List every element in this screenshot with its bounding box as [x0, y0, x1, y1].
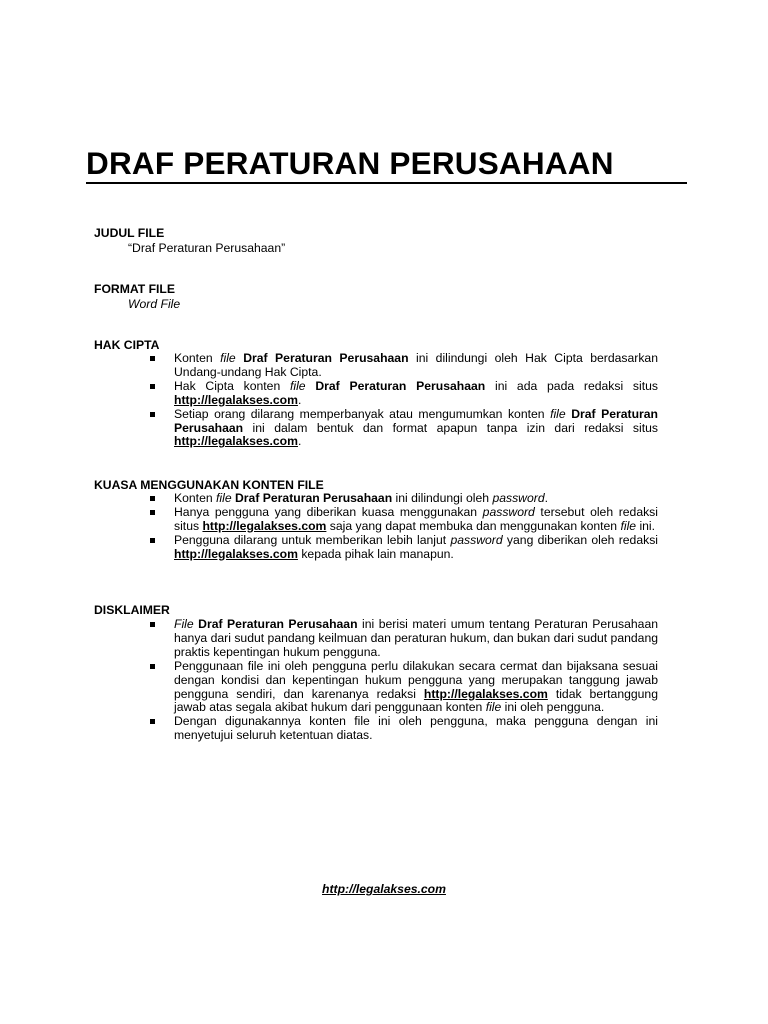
judul-file-value: “Draf Peraturan Perusahaan” — [128, 241, 286, 255]
disklaimer-list — [150, 618, 658, 743]
italic-text: File — [174, 617, 194, 631]
bold-text: Draf Peraturan Perusahaan — [315, 378, 486, 393]
list-item — [150, 618, 658, 660]
text-run: Hak Cipta konten — [174, 378, 290, 393]
text-run: . — [297, 434, 302, 449]
bullet-icon — [150, 622, 155, 627]
bullet-icon — [150, 412, 155, 417]
legalakses-link[interactable]: http://legalakses.com — [423, 686, 548, 701]
text-run: Dengan digunakannya konten file ini oleh pengguna, maka pengguna dengan ini menyetujui seluruh ketentuan diatas. — [174, 714, 658, 743]
footer-link[interactable]: http://legalakses.com — [322, 882, 446, 896]
text-run: ini. — [636, 518, 656, 533]
text-run: ini ada pada redaksi situs — [485, 378, 658, 393]
italic-text: password — [482, 504, 535, 519]
text-run: tersebut oleh redaksi situs — [174, 504, 658, 533]
text-run: ini dilindungi oleh — [392, 491, 493, 505]
text-run: kepada pihak lain manapun. — [297, 546, 454, 561]
italic-text: file — [289, 378, 306, 393]
hak-cipta-list — [150, 352, 658, 449]
italic-text: password — [450, 532, 503, 547]
list-item — [150, 534, 658, 562]
bold-text: Draf Peraturan Perusahaan — [174, 406, 658, 435]
legalakses-link[interactable]: http://legalakses.com — [174, 392, 298, 407]
text-run: yang diberikan oleh redaksi — [502, 532, 659, 547]
list-item — [150, 506, 658, 534]
bullet-icon — [150, 719, 155, 724]
disklaimer-heading: DISKLAIMER — [94, 603, 170, 617]
italic-text: file — [485, 700, 502, 715]
bold-text: Draf Peraturan Perusahaan — [198, 617, 358, 631]
text-run — [306, 379, 316, 393]
legalakses-link[interactable]: http://legalakses.com — [202, 518, 327, 533]
text-run: Pengguna dilarang untuk memberikan lebih lanjut — [174, 532, 451, 547]
text-run: Konten — [174, 351, 221, 365]
text-run: ini dalam bentuk dan format apapun tanpa izin dari redaksi situs — [243, 420, 658, 435]
hak-cipta-heading: HAK CIPTA — [94, 338, 160, 352]
text-run: ini oleh pengguna. — [501, 700, 605, 715]
text-run: Penggunaan file ini oleh pengguna perlu dilakukan secara cermat dan bijaksana sesuai dengan kondisi dan kepentingan hukum pengguna yang merupakan tanggung jawab pengguna sendiri, dan karenanya redaksi — [174, 658, 658, 701]
text-run: Setiap orang dilarang memperbanyak atau mengumumkan konten — [174, 406, 551, 421]
list-item — [150, 715, 658, 743]
italic-text: file — [550, 406, 566, 421]
title-underline — [86, 182, 687, 184]
text-run: saja yang dapat membuka dan menggunakan konten — [326, 518, 621, 533]
text-run: . — [544, 491, 548, 505]
list-item — [150, 352, 658, 380]
bullet-icon — [150, 384, 155, 389]
text-run: Konten — [174, 491, 217, 505]
format-file-heading: FORMAT FILE — [94, 282, 176, 296]
bullet-icon — [150, 510, 155, 515]
text-run: Hanya pengguna yang diberikan kuasa menggunakan — [174, 504, 483, 519]
italic-text: file — [620, 518, 637, 533]
document-title: DRAF PERATURAN PERUSAHAAN — [86, 145, 614, 181]
italic-text: file — [216, 491, 232, 505]
list-item — [150, 660, 658, 716]
list-item — [150, 408, 658, 450]
italic-text: file — [220, 351, 236, 365]
judul-file-heading: JUDUL FILE — [94, 226, 165, 240]
bold-text: Draf Peraturan Perusahaan — [243, 351, 409, 365]
text-run: ini dilindungi oleh Hak Cipta berdasarkan Undang-undang Hak Cipta. — [174, 351, 658, 379]
text-run: ini berisi materi umum tentang Peraturan Perusahaan hanya dari sudut pandang keilmuan dan peraturan hukum, dan bukan dari sudut pandang praktis kepentingan hukum pengguna. — [174, 617, 659, 659]
bullet-icon — [150, 664, 155, 669]
legalakses-link[interactable]: http://legalakses.com — [174, 546, 298, 561]
text-run: . — [297, 392, 302, 407]
legalakses-link[interactable]: http://legalakses.com — [174, 434, 298, 449]
kuasa-heading: KUASA MENGGUNAKAN KONTEN FILE — [94, 478, 324, 492]
list-item — [150, 492, 658, 506]
bold-text: Draf Peraturan Perusahaan — [235, 491, 393, 505]
bullet-icon — [150, 538, 155, 543]
kuasa-list — [150, 492, 658, 562]
text-run: tidak bertanggung jawab atas segala akibat hukum dari penggunaan konten — [174, 686, 658, 715]
format-file-value: Word File — [128, 297, 181, 311]
list-item — [150, 380, 658, 408]
bullet-icon — [150, 496, 155, 501]
italic-text: password — [492, 491, 545, 505]
bullet-icon — [150, 356, 155, 361]
